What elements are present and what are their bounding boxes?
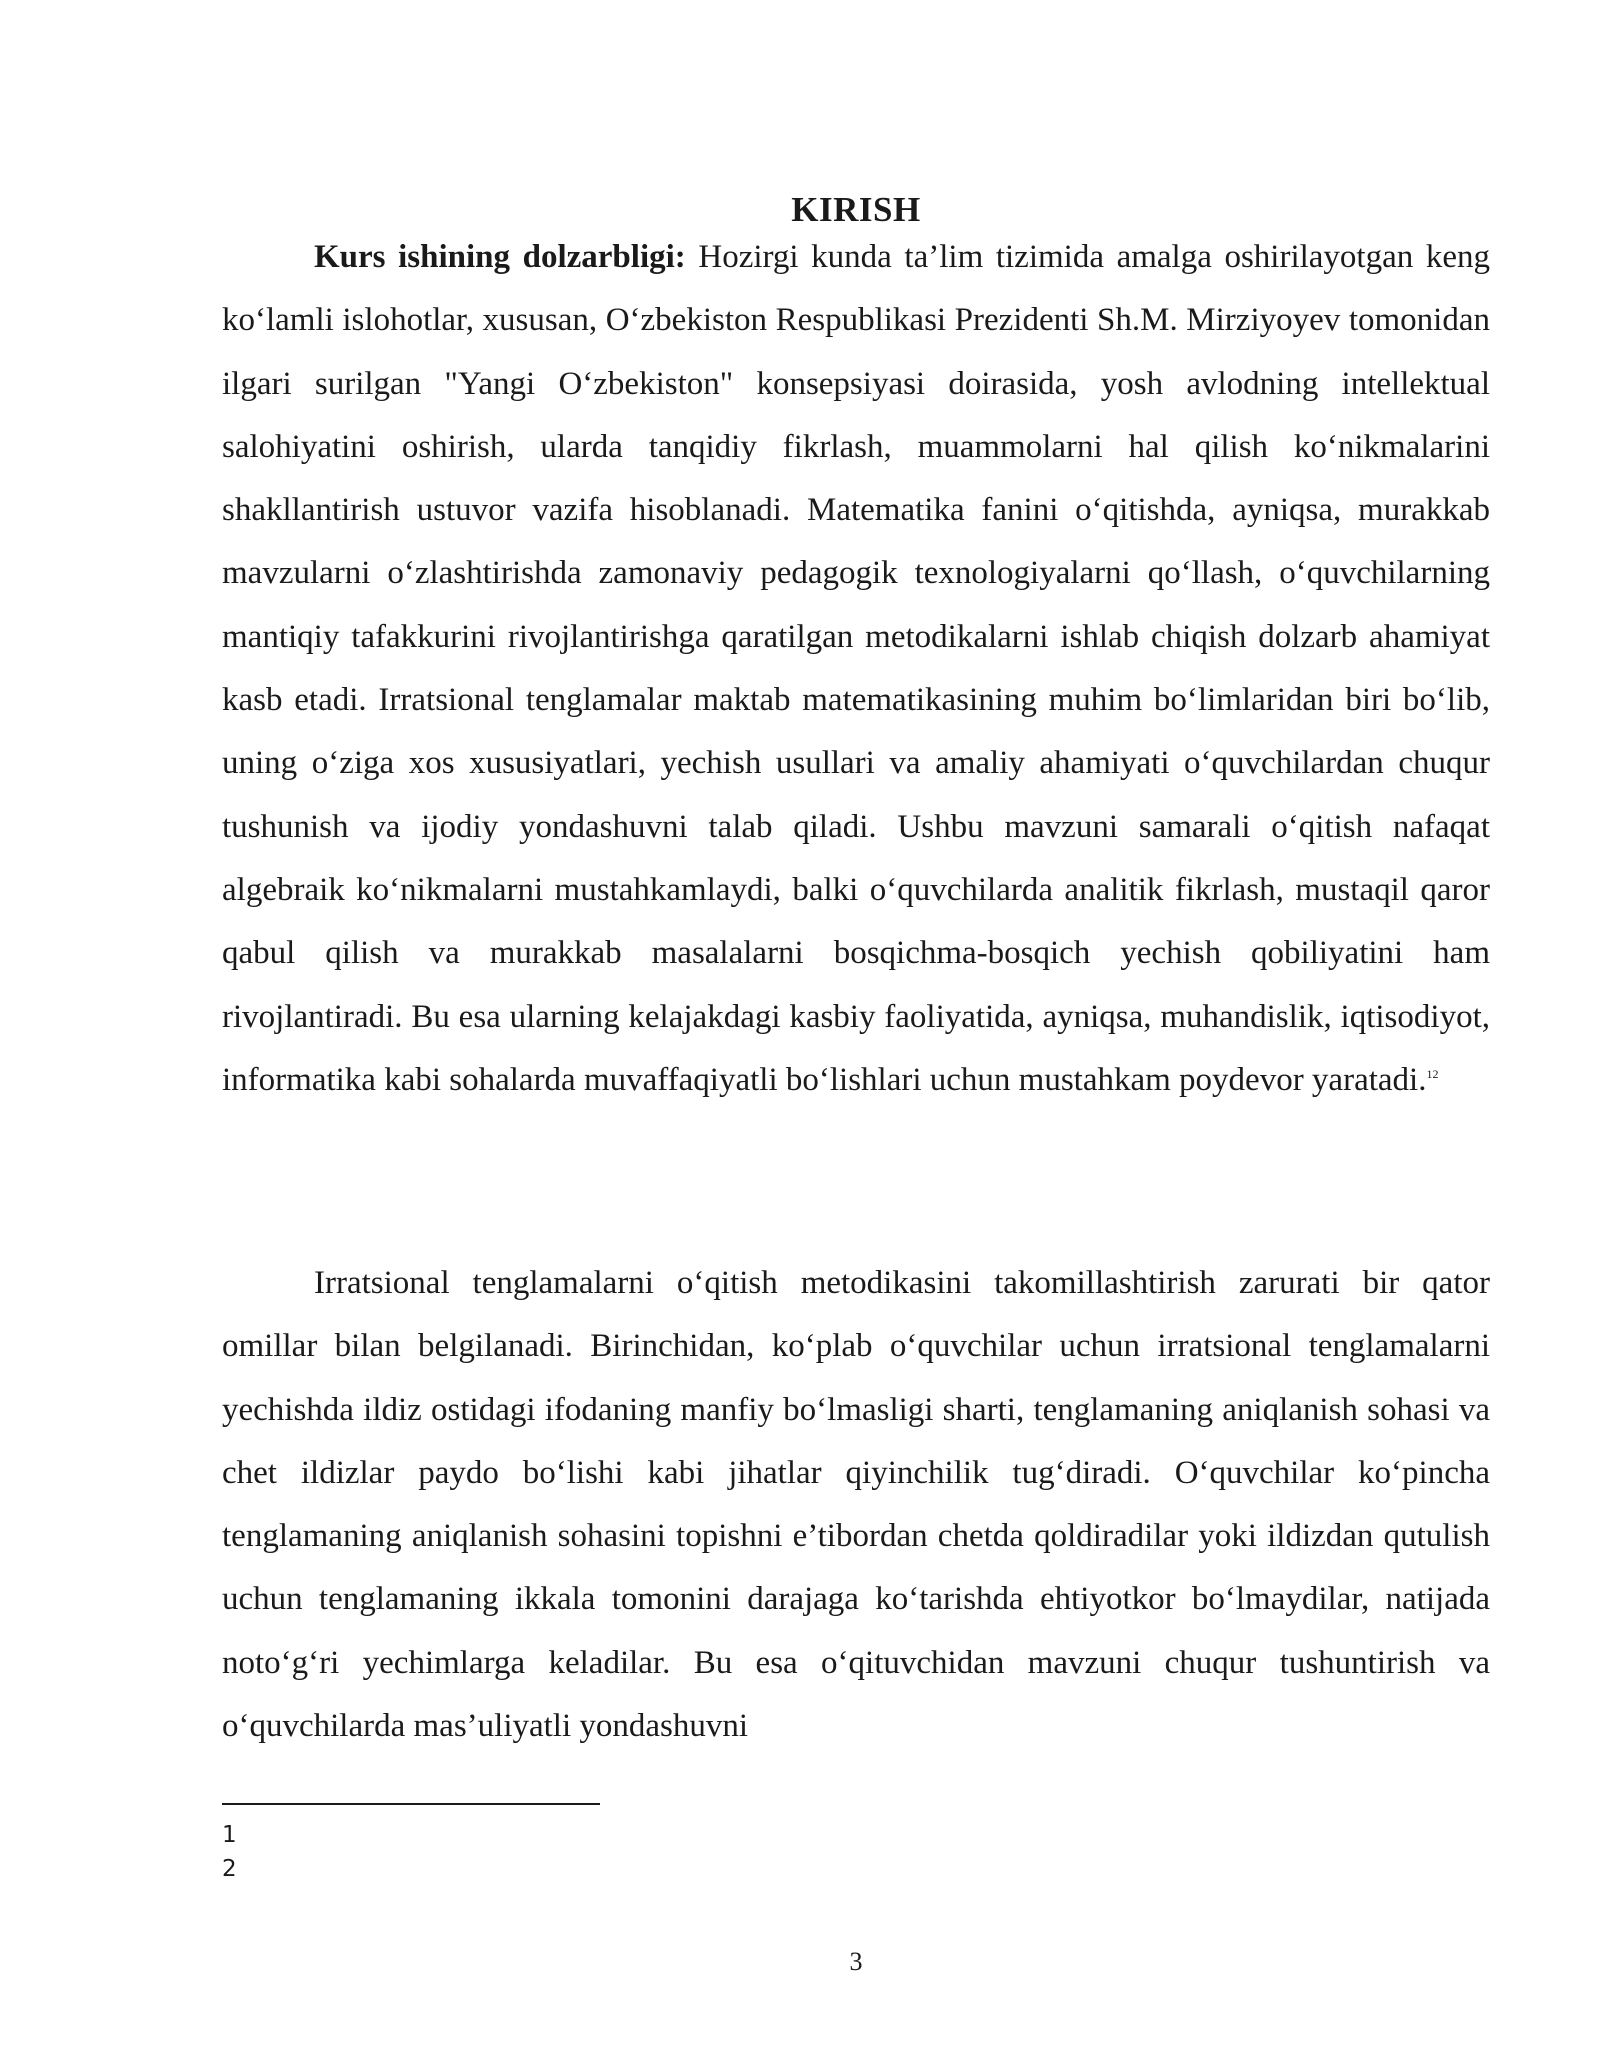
paragraph-body: Irratsional tenglamalarni o‘qitish metodikasini takomillashtirish zarurati bir qator omillar bilan belgilanadi. Birinchidan, ko‘plab o‘quvchilar uchun irratsional tenglamalarni yechishda ildiz ostidagi ifodaning manfiy bo‘lmasligi sharti, tenglamaning aniqlanish sohasi va chet ildizlar paydo bo‘lishi kabi jihatlar qiyinchilik tug‘diradi. O‘quvchilar ko‘pincha tenglamaning aniqlanish sohasini topishni e’tibordan chetda qoldiradilar yoki ildizdan qutulish uchun tenglamaning ikkala tomonini darajaga ko‘tarishda ehtiyotkor bo‘lmaydilar, natijada noto‘g‘ri yechimlarga keladilar. Bu esa o‘qituvchidan mavzuni chuqur tushuntirish va o‘quvchilarda mas’uliyatli yondashuvni: [222, 1265, 1490, 1745]
section-heading: KIRISH: [791, 190, 921, 229]
paragraph-relevance: [222, 226, 1490, 1112]
paragraph-body: [222, 226, 1490, 1112]
footnote-separator: [222, 1803, 600, 1805]
footnote-1: 1: [222, 1822, 237, 1848]
paragraph-text: Hozirgi kunda ta’lim tizimida amalga oshirilayotgan keng ko‘lamli islohotlar, xususan, O‘zbekiston Respublikasi Prezidenti Sh.M. Mirziyoyev tomonidan ilgari surilgan "Yangi O‘zbekiston" konsepsiyasi doirasida, yosh avlodning intellektual salohiyatini oshirish, ularda tanqidiy fikrlash, muammolarni hal qilish ko‘nikmalarini shakllantirish ustuvor vazifa hisoblanadi. Matematika fanini o‘qitishda, ayniqsa, murakkab mavzularni o‘zlashtirishda zamonaviy pedagogik texnologiyalarni qo‘llash, o‘quvchilarning mantiqiy tafakkurini rivojlantirishga qaratilgan metodikalarni ishlab chiqish dolzarb ahamiyat kasb etadi. Irratsional tenglamalar maktab matematikasining muhim bo‘limlaridan biri bo‘lib, uning o‘ziga xos xususiyatlari, yechish usullari va amaliy ahamiyati o‘quvchilardan chuqur tushunish va ijodiy yondashuvni talab qiladi. Ushbu mavzuni samarali o‘qitish nafaqat algebraik ko‘nikmalarni mustahkamlaydi, balki o‘quvchilarda analitik fikrlash, mustaqil qaror qabul qilish va murakkab masalalarni bosqichma-bosqich yechish qobiliyatini ham rivojlantiradi. Bu esa ularning kelajakdagi kasbiy faoliyatida, ayniqsa, muhandislik, iqtisodiyot, informatika kabi sohalarda muvaffaqiyatli bo‘lishlari uchun mustahkam poydevor yaratadi.: [222, 239, 1490, 1098]
paragraph-lead: Kurs ishining dolzarbligi:: [314, 239, 686, 275]
footnotes: [222, 1818, 237, 1886]
paragraph-methodology: [222, 1252, 1490, 1758]
footnote-2: 2: [222, 1856, 237, 1882]
footnote-reference[interactable]: 12: [1426, 1066, 1439, 1081]
page-number: 3: [849, 1947, 863, 1976]
